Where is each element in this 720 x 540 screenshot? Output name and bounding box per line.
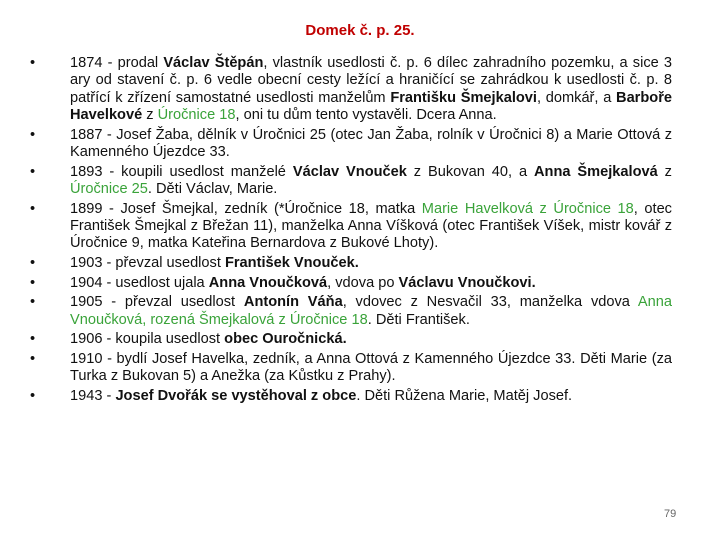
list-item xyxy=(30,388,672,405)
bullet-icon: • xyxy=(30,294,36,311)
bullet-icon: • xyxy=(30,254,36,271)
list-item xyxy=(30,275,672,292)
entry-text: , otec František Šmejkal z Břežan 11), manželka Anna Víšková (otec František Víšek, mistr kovář z Úročnice 9, matka Kateřina Bernardova z Bukové Lhoty). xyxy=(70,200,672,252)
entry-text: . Děti František. xyxy=(367,311,470,328)
entry-text: . Děti Václav, Marie. xyxy=(147,180,278,197)
entry-text: 1893 - koupili usedlost manželé xyxy=(70,163,293,180)
name-emphasis: Anna Vnoučková xyxy=(208,274,328,291)
page-number: 79 xyxy=(664,508,677,520)
name-emphasis: Anna Šmejkalová xyxy=(534,163,658,180)
entry-text: 1910 - bydlí Josef Havelka, zedník, a Anna Ottová z Kamenného Újezdce 33. Děti Marie (za Turka z Bukovan 5) a Anežka (za Kůstku z Prahy). xyxy=(70,350,672,385)
entry-text: z xyxy=(142,106,158,123)
entry-text: , vlastník usedlosti č. p. 6 dílec zahradního pozemku, a sice 3 ary od stavení č. p. 6 vedle obecní cesty ležící a hraničící se zahrádkou k usedlosti č. p. 8 patřící k zřízení samostatné usedlosti manželům xyxy=(70,55,673,106)
entry-text: z xyxy=(657,163,672,180)
bullet-icon: • xyxy=(30,200,36,217)
name-emphasis: Václavu Vnoučkovi. xyxy=(398,274,536,291)
name-emphasis: Františku Šmejkalovi xyxy=(390,89,537,106)
list-item xyxy=(30,294,672,329)
name-emphasis: obec Ouročnická. xyxy=(224,331,347,348)
entry-text: 1887 - Josef Žaba, dělník v Úročnici 25 (otec Jan Žaba, rolník v Úročnici 8) a Marie Ottová z Kamenného Újezdce 33. xyxy=(70,126,672,160)
name-emphasis: Antonín Váňa xyxy=(243,294,343,311)
entry-text: , vdova po xyxy=(327,274,399,291)
list-item xyxy=(30,201,672,253)
entry-text: , oni tu dům tento vystavěli. Dcera Anna. xyxy=(235,106,497,123)
list-item xyxy=(30,127,672,162)
name-emphasis: Barboře Havelkové xyxy=(70,89,672,123)
name-emphasis: Václav Štěpán xyxy=(163,55,264,71)
place-highlight: Anna Vnoučková, rozená Šmejkalová z Úročnice 18 xyxy=(70,294,672,328)
bullet-icon: • xyxy=(30,331,36,348)
bullet-icon: • xyxy=(30,350,36,367)
place-highlight: Úročnice 18 xyxy=(157,106,236,123)
entry-text: , domkář, a xyxy=(536,89,617,106)
entry-text: 1899 - Josef Šmejkal, zedník (*Úročnice 18, matka xyxy=(70,200,422,217)
bullet-icon: • xyxy=(30,55,36,71)
bullet-icon: • xyxy=(30,274,36,291)
name-emphasis: Josef Dvořák se vystěhoval z obce xyxy=(115,387,357,404)
place-highlight: Marie Havelková z Úročnice 18 xyxy=(421,200,634,217)
name-emphasis: Václav Vnouček xyxy=(292,163,407,180)
bullet-icon: • xyxy=(30,126,36,143)
page-title: Domek č. p. 25. xyxy=(305,22,415,39)
list-item xyxy=(30,55,672,124)
name-emphasis: František Vnouček. xyxy=(224,254,359,271)
entry-text: , vdovec z Nesvačil 33, manželka vdova xyxy=(342,294,638,311)
entry-text: z Bukovan 40, a xyxy=(406,163,535,180)
entry-text: . Děti Růžena Marie, Matěj Josef. xyxy=(356,387,573,404)
bullet-icon: • xyxy=(30,387,36,404)
list-item xyxy=(30,331,672,348)
list-item xyxy=(30,255,672,272)
list-item xyxy=(30,164,672,199)
list-item xyxy=(30,351,672,386)
entry-list xyxy=(30,55,672,408)
entry-text: 1905 - převzal usedlost xyxy=(70,294,244,311)
entry-text: 1903 - převzal usedlost xyxy=(70,254,225,271)
entry-text: 1906 - koupila usedlost xyxy=(70,331,225,348)
entry-text: 1874 - prodal xyxy=(70,55,164,71)
bullet-icon: • xyxy=(30,163,36,180)
entry-text: 1904 - usedlost ujala xyxy=(70,274,209,291)
place-highlight: Úročnice 25 xyxy=(70,180,148,197)
entry-text: 1943 - xyxy=(70,387,116,404)
